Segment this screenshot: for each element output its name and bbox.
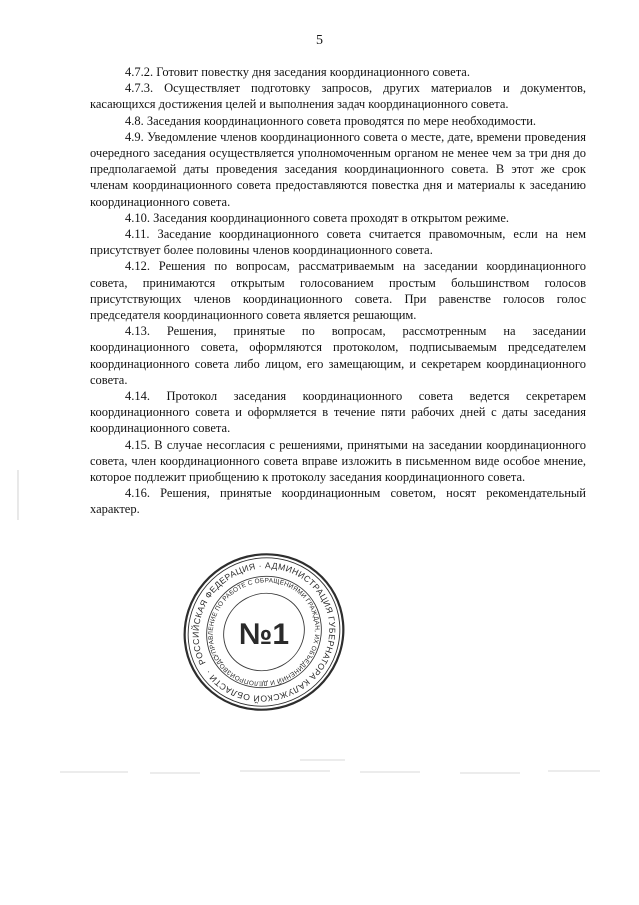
paragraph-4-13: 4.13. Решения, принятые по вопросам, рассмотренным на заседании координационного совета, оформляются протоколом, подписываемым председателем координационного совета либо лицом, его замещающим, и секретарем координационного совета. [90,324,586,387]
paragraph-4-10: 4.10. Заседания координационного совета проходят в открытом режиме. [125,210,509,225]
paragraph-4-12: 4.12. Решения по вопросам, рассматриваемым на заседании координационного совета, принимаются открытым голосованием простым большинством голосов присутствующих членов координационного совета. При равенстве голосов голос председателя координационного совета является решающим. [90,259,586,323]
paragraph-4-14: 4.14. Протокол заседания координационного совета ведется секретарем координационного совета и оформляется в течение пяти рабочих дней с даты заседания координационного совета. [90,389,586,436]
official-seal-stamp [178,549,350,715]
document-body [90,64,586,518]
paragraph-4-7-3: 4.7.3. Осуществляет подготовку запросов, других материалов и документов, касающихся достижения целей и выполнения задач координационного совета. [90,81,586,112]
stamp-outer-text: РОССИЙСКАЯ ФЕДЕРАЦИЯ · АДМИНИСТРАЦИЯ ГУБЕРНАТОРА КАЛУЖСКОЙ ОБЛАСТИ · [190,560,338,704]
paragraph-4-8: 4.8. Заседания координационного совета проводятся по мере необходимости. [125,113,537,128]
paragraph-4-11: 4.11. Заседание координационного совета считается правомочным, если на нем присутствует более половины членов координационного совета. [90,227,586,258]
stamp-number: №1 [238,618,290,651]
paragraph-4-16: 4.16. Решения, принятые координационным советом, носят рекомендательный характер. [90,486,586,517]
paragraph-4-15: 4.15. В случае несогласия с решениями, принятыми на заседании координационного совета, член координационного совета вправе изложить в письменном виде особое мнение, которое подлежит приобщению к протоколу заседания координационного совета. [90,437,586,485]
stamp-inner-text: УПРАВЛЕНИЕ ПО РАБОТЕ С ОБРАЩЕНИЯМИ ГРАЖДАН, ИХ ОБЪЕДИНЕНИЙ И ДЕЛОПРОИЗВОДСТВУ [207,577,321,687]
paragraph-4-7-2: 4.7.2. Готовит повестку дня заседания координационного совета. [125,65,470,79]
paragraph-4-9: 4.9. Уведомление членов координационного совета о месте, дате, времени проведения очередного заседания осуществляется уполномоченным органом не менее чем за три дня до предполагаемой даты проведения заседания координационного совета. В этот же срок членам координационного совета предоставляются повестка дня и материалы к заседанию координационного совета. [90,129,586,209]
page-number: 5 [316,33,323,48]
